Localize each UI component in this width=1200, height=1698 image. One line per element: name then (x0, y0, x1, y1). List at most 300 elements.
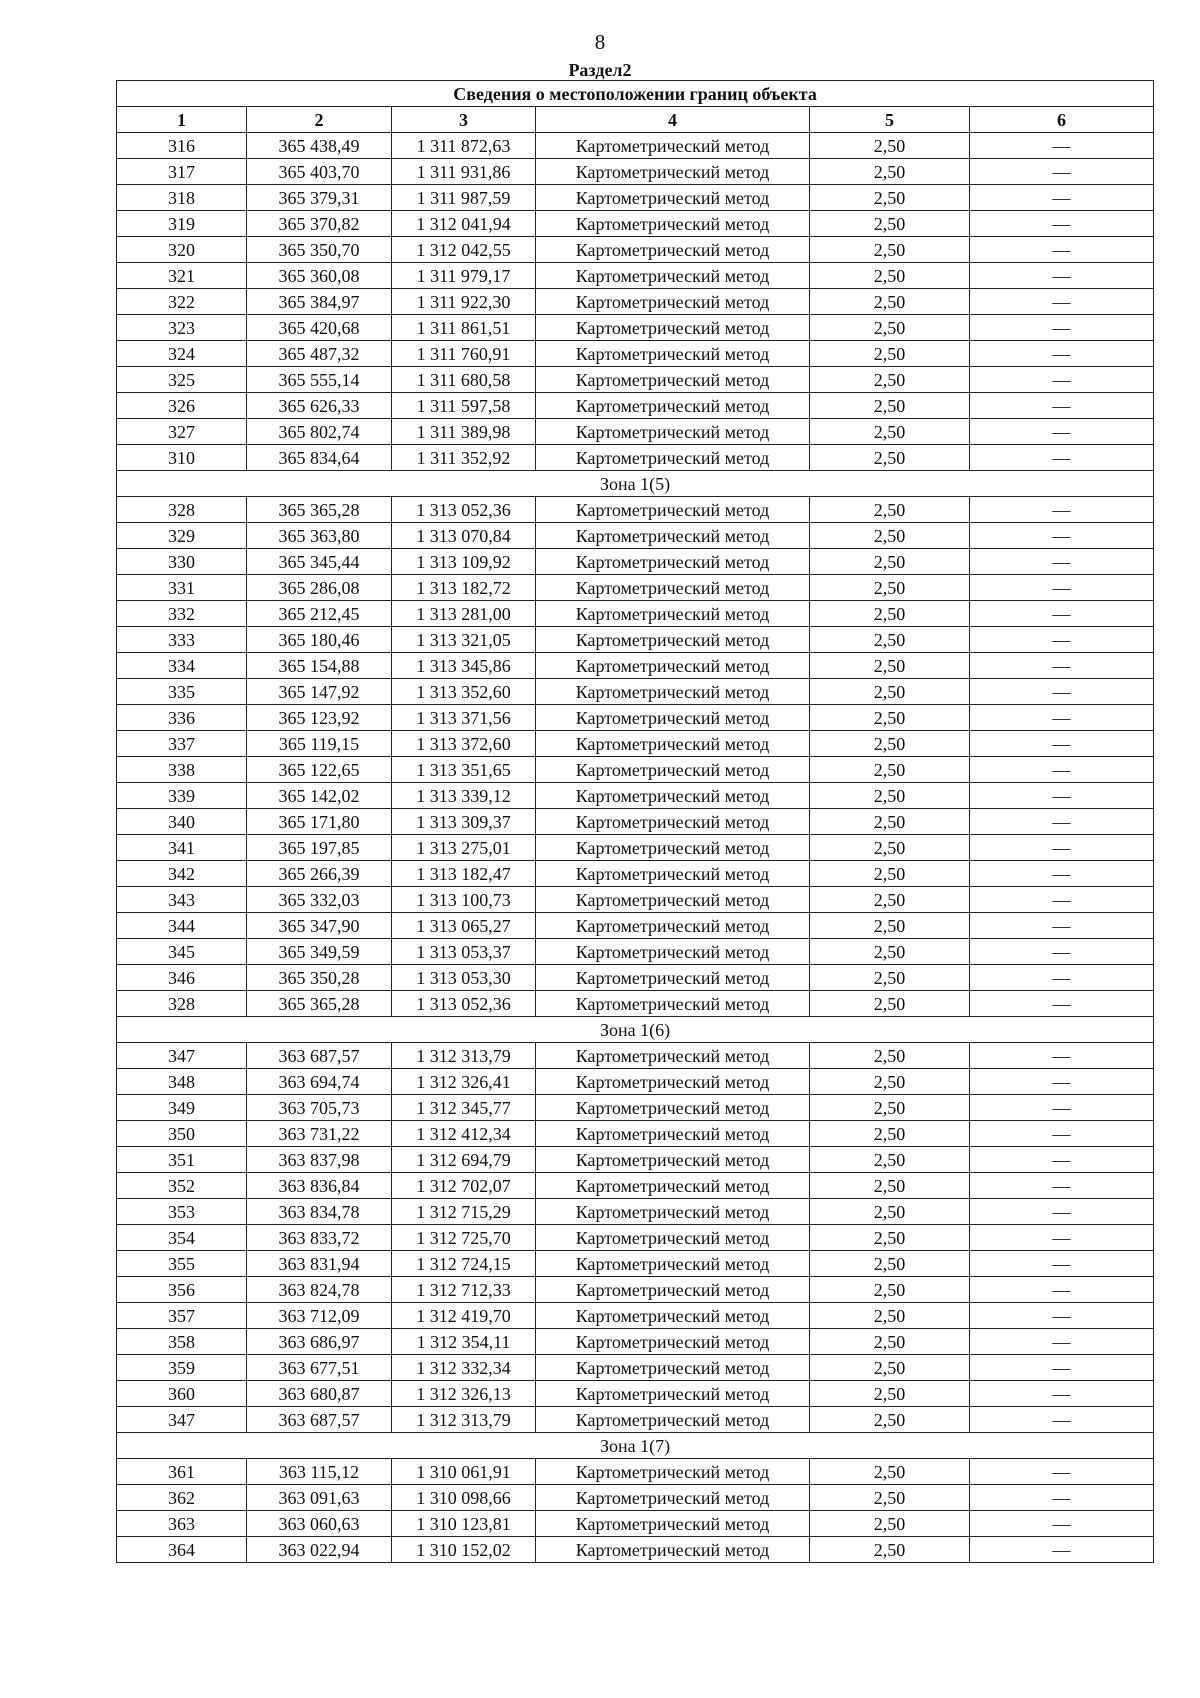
description-cell: — (970, 237, 1154, 263)
point-number-cell: 328 (117, 991, 247, 1017)
accuracy-cell: 2,50 (810, 1329, 970, 1355)
x-coordinate-cell: 363 824,78 (247, 1277, 392, 1303)
y-coordinate-cell: 1 313 100,73 (392, 887, 536, 913)
description-cell: — (970, 1355, 1154, 1381)
table-caption-row (117, 81, 1154, 107)
y-coordinate-cell: 1 312 715,29 (392, 1199, 536, 1225)
method-cell: Картометрический метод (536, 419, 810, 445)
description-cell: — (970, 497, 1154, 523)
method-cell: Картометрический метод (536, 575, 810, 601)
x-coordinate-cell: 365 332,03 (247, 887, 392, 913)
method-cell: Картометрический метод (536, 861, 810, 887)
x-coordinate-cell: 365 350,70 (247, 237, 392, 263)
table-row (117, 523, 1154, 549)
accuracy-cell: 2,50 (810, 549, 970, 575)
table-row (117, 653, 1154, 679)
x-coordinate-cell: 365 365,28 (247, 497, 392, 523)
description-cell: — (970, 1147, 1154, 1173)
description-cell: — (970, 1095, 1154, 1121)
column-header: 2 (247, 107, 392, 133)
method-cell: Картометрический метод (536, 939, 810, 965)
y-coordinate-cell: 1 313 070,84 (392, 523, 536, 549)
accuracy-cell: 2,50 (810, 1303, 970, 1329)
y-coordinate-cell: 1 311 987,59 (392, 185, 536, 211)
point-number-cell: 323 (117, 315, 247, 341)
y-coordinate-cell: 1 312 694,79 (392, 1147, 536, 1173)
table-row (117, 575, 1154, 601)
point-number-cell: 363 (117, 1511, 247, 1537)
accuracy-cell: 2,50 (810, 1511, 970, 1537)
accuracy-cell: 2,50 (810, 1537, 970, 1563)
method-cell: Картометрический метод (536, 705, 810, 731)
description-cell: — (970, 419, 1154, 445)
accuracy-cell: 2,50 (810, 939, 970, 965)
x-coordinate-cell: 363 837,98 (247, 1147, 392, 1173)
method-cell: Картометрический метод (536, 1069, 810, 1095)
x-coordinate-cell: 365 154,88 (247, 653, 392, 679)
y-coordinate-cell: 1 313 371,56 (392, 705, 536, 731)
method-cell: Картометрический метод (536, 315, 810, 341)
y-coordinate-cell: 1 313 321,05 (392, 627, 536, 653)
method-cell: Картометрический метод (536, 1225, 810, 1251)
description-cell: — (970, 757, 1154, 783)
method-cell: Картометрический метод (536, 991, 810, 1017)
table-row (117, 341, 1154, 367)
method-cell: Картометрический метод (536, 1121, 810, 1147)
table-row (117, 1121, 1154, 1147)
x-coordinate-cell: 363 836,84 (247, 1173, 392, 1199)
description-cell: — (970, 367, 1154, 393)
description-cell: — (970, 575, 1154, 601)
table-row (117, 263, 1154, 289)
y-coordinate-cell: 1 312 326,13 (392, 1381, 536, 1407)
table-row (117, 783, 1154, 809)
accuracy-cell: 2,50 (810, 263, 970, 289)
y-coordinate-cell: 1 312 702,07 (392, 1173, 536, 1199)
point-number-cell: 333 (117, 627, 247, 653)
y-coordinate-cell: 1 313 109,92 (392, 549, 536, 575)
y-coordinate-cell: 1 313 053,30 (392, 965, 536, 991)
y-coordinate-cell: 1 311 979,17 (392, 263, 536, 289)
table-row (117, 965, 1154, 991)
description-cell: — (970, 939, 1154, 965)
accuracy-cell: 2,50 (810, 809, 970, 835)
point-number-cell: 324 (117, 341, 247, 367)
zone-label: Зона 1(5) (117, 471, 1154, 497)
accuracy-cell: 2,50 (810, 289, 970, 315)
table-row (117, 861, 1154, 887)
point-number-cell: 317 (117, 159, 247, 185)
table-row (117, 1095, 1154, 1121)
point-number-cell: 340 (117, 809, 247, 835)
table-row (117, 185, 1154, 211)
table-row (117, 133, 1154, 159)
y-coordinate-cell: 1 311 352,92 (392, 445, 536, 471)
y-coordinate-cell: 1 311 680,58 (392, 367, 536, 393)
table-row (117, 679, 1154, 705)
point-number-cell: 330 (117, 549, 247, 575)
x-coordinate-cell: 365 487,32 (247, 341, 392, 367)
table-row (117, 991, 1154, 1017)
y-coordinate-cell: 1 312 725,70 (392, 1225, 536, 1251)
point-number-cell: 364 (117, 1537, 247, 1563)
table-row (117, 705, 1154, 731)
table-row (117, 1043, 1154, 1069)
method-cell: Картометрический метод (536, 1043, 810, 1069)
description-cell: — (970, 1303, 1154, 1329)
x-coordinate-cell: 365 197,85 (247, 835, 392, 861)
description-cell: — (970, 783, 1154, 809)
accuracy-cell: 2,50 (810, 731, 970, 757)
method-cell: Картометрический метод (536, 133, 810, 159)
x-coordinate-cell: 365 180,46 (247, 627, 392, 653)
accuracy-cell: 2,50 (810, 601, 970, 627)
method-cell: Картометрический метод (536, 627, 810, 653)
table-row (117, 367, 1154, 393)
y-coordinate-cell: 1 313 053,37 (392, 939, 536, 965)
accuracy-cell: 2,50 (810, 393, 970, 419)
accuracy-cell: 2,50 (810, 1069, 970, 1095)
column-header: 4 (536, 107, 810, 133)
table-row (117, 393, 1154, 419)
table-row (117, 445, 1154, 471)
y-coordinate-cell: 1 310 098,66 (392, 1485, 536, 1511)
accuracy-cell: 2,50 (810, 315, 970, 341)
description-cell: — (970, 861, 1154, 887)
y-coordinate-cell: 1 310 152,02 (392, 1537, 536, 1563)
y-coordinate-cell: 1 311 872,63 (392, 133, 536, 159)
accuracy-cell: 2,50 (810, 1459, 970, 1485)
table-row (117, 1355, 1154, 1381)
y-coordinate-cell: 1 312 419,70 (392, 1303, 536, 1329)
point-number-cell: 335 (117, 679, 247, 705)
zone-label: Зона 1(6) (117, 1017, 1154, 1043)
x-coordinate-cell: 363 831,94 (247, 1251, 392, 1277)
table-row (117, 549, 1154, 575)
zone-row (117, 1017, 1154, 1043)
y-coordinate-cell: 1 312 712,33 (392, 1277, 536, 1303)
method-cell: Картометрический метод (536, 497, 810, 523)
y-coordinate-cell: 1 312 724,15 (392, 1251, 536, 1277)
point-number-cell: 347 (117, 1407, 247, 1433)
point-number-cell: 345 (117, 939, 247, 965)
description-cell: — (970, 289, 1154, 315)
description-cell: — (970, 1225, 1154, 1251)
point-number-cell: 354 (117, 1225, 247, 1251)
description-cell: — (970, 835, 1154, 861)
point-number-cell: 329 (117, 523, 247, 549)
x-coordinate-cell: 365 365,28 (247, 991, 392, 1017)
method-cell: Картометрический метод (536, 289, 810, 315)
method-cell: Картометрический метод (536, 1199, 810, 1225)
x-coordinate-cell: 363 677,51 (247, 1355, 392, 1381)
method-cell: Картометрический метод (536, 913, 810, 939)
method-cell: Картометрический метод (536, 679, 810, 705)
method-cell: Картометрический метод (536, 367, 810, 393)
x-coordinate-cell: 365 438,49 (247, 133, 392, 159)
x-coordinate-cell: 365 555,14 (247, 367, 392, 393)
accuracy-cell: 2,50 (810, 159, 970, 185)
method-cell: Картометрический метод (536, 523, 810, 549)
accuracy-cell: 2,50 (810, 237, 970, 263)
table-row (117, 497, 1154, 523)
method-cell: Картометрический метод (536, 809, 810, 835)
point-number-cell: 316 (117, 133, 247, 159)
x-coordinate-cell: 365 266,39 (247, 861, 392, 887)
y-coordinate-cell: 1 312 345,77 (392, 1095, 536, 1121)
x-coordinate-cell: 363 686,97 (247, 1329, 392, 1355)
description-cell: — (970, 809, 1154, 835)
description-cell: — (970, 1511, 1154, 1537)
y-coordinate-cell: 1 313 052,36 (392, 991, 536, 1017)
method-cell: Картометрический метод (536, 1173, 810, 1199)
table-row (117, 939, 1154, 965)
description-cell: — (970, 341, 1154, 367)
description-cell: — (970, 679, 1154, 705)
table-row (117, 1251, 1154, 1277)
x-coordinate-cell: 365 171,80 (247, 809, 392, 835)
method-cell: Картометрический метод (536, 1511, 810, 1537)
point-number-cell: 361 (117, 1459, 247, 1485)
method-cell: Картометрический метод (536, 211, 810, 237)
x-coordinate-cell: 365 363,80 (247, 523, 392, 549)
point-number-cell: 318 (117, 185, 247, 211)
method-cell: Картометрический метод (536, 549, 810, 575)
description-cell: — (970, 1381, 1154, 1407)
table-row (117, 237, 1154, 263)
method-cell: Картометрический метод (536, 445, 810, 471)
y-coordinate-cell: 1 313 309,37 (392, 809, 536, 835)
method-cell: Картометрический метод (536, 159, 810, 185)
y-coordinate-cell: 1 312 041,94 (392, 211, 536, 237)
y-coordinate-cell: 1 310 123,81 (392, 1511, 536, 1537)
table-row (117, 159, 1154, 185)
description-cell: — (970, 731, 1154, 757)
x-coordinate-cell: 363 834,78 (247, 1199, 392, 1225)
accuracy-cell: 2,50 (810, 1251, 970, 1277)
point-number-cell: 322 (117, 289, 247, 315)
y-coordinate-cell: 1 312 326,41 (392, 1069, 536, 1095)
y-coordinate-cell: 1 312 042,55 (392, 237, 536, 263)
y-coordinate-cell: 1 313 182,47 (392, 861, 536, 887)
accuracy-cell: 2,50 (810, 835, 970, 861)
method-cell: Картометрический метод (536, 393, 810, 419)
y-coordinate-cell: 1 311 861,51 (392, 315, 536, 341)
accuracy-cell: 2,50 (810, 367, 970, 393)
point-number-cell: 339 (117, 783, 247, 809)
point-number-cell: 334 (117, 653, 247, 679)
table-row (117, 1173, 1154, 1199)
x-coordinate-cell: 365 286,08 (247, 575, 392, 601)
point-number-cell: 319 (117, 211, 247, 237)
table-row (117, 913, 1154, 939)
zone-label: Зона 1(7) (117, 1433, 1154, 1459)
method-cell: Картометрический метод (536, 1407, 810, 1433)
y-coordinate-cell: 1 311 922,30 (392, 289, 536, 315)
description-cell: — (970, 549, 1154, 575)
x-coordinate-cell: 365 384,97 (247, 289, 392, 315)
accuracy-cell: 2,50 (810, 445, 970, 471)
point-number-cell: 327 (117, 419, 247, 445)
table-row (117, 1459, 1154, 1485)
method-cell: Картометрический метод (536, 1459, 810, 1485)
table-row (117, 1407, 1154, 1433)
method-cell: Картометрический метод (536, 1147, 810, 1173)
point-number-cell: 343 (117, 887, 247, 913)
point-number-cell: 337 (117, 731, 247, 757)
description-cell: — (970, 1485, 1154, 1511)
column-header: 5 (810, 107, 970, 133)
description-cell: — (970, 653, 1154, 679)
y-coordinate-cell: 1 310 061,91 (392, 1459, 536, 1485)
y-coordinate-cell: 1 313 182,72 (392, 575, 536, 601)
accuracy-cell: 2,50 (810, 1225, 970, 1251)
accuracy-cell: 2,50 (810, 523, 970, 549)
x-coordinate-cell: 363 687,57 (247, 1043, 392, 1069)
table-row (117, 601, 1154, 627)
method-cell: Картометрический метод (536, 1251, 810, 1277)
method-cell: Картометрический метод (536, 1329, 810, 1355)
y-coordinate-cell: 1 312 313,79 (392, 1043, 536, 1069)
x-coordinate-cell: 363 091,63 (247, 1485, 392, 1511)
y-coordinate-cell: 1 313 065,27 (392, 913, 536, 939)
accuracy-cell: 2,50 (810, 1277, 970, 1303)
method-cell: Картометрический метод (536, 1277, 810, 1303)
description-cell: — (970, 627, 1154, 653)
table-row (117, 1303, 1154, 1329)
point-number-cell: 332 (117, 601, 247, 627)
y-coordinate-cell: 1 311 597,58 (392, 393, 536, 419)
point-number-cell: 360 (117, 1381, 247, 1407)
method-cell: Картометрический метод (536, 185, 810, 211)
accuracy-cell: 2,50 (810, 211, 970, 237)
x-coordinate-cell: 363 022,94 (247, 1537, 392, 1563)
description-cell: — (970, 445, 1154, 471)
table-row (117, 1147, 1154, 1173)
description-cell: — (970, 1043, 1154, 1069)
x-coordinate-cell: 365 142,02 (247, 783, 392, 809)
y-coordinate-cell: 1 312 412,34 (392, 1121, 536, 1147)
table-row (117, 627, 1154, 653)
point-number-cell: 353 (117, 1199, 247, 1225)
point-number-cell: 346 (117, 965, 247, 991)
point-number-cell: 325 (117, 367, 247, 393)
y-coordinate-cell: 1 313 352,60 (392, 679, 536, 705)
section-title: Раздел2 (568, 60, 632, 80)
accuracy-cell: 2,50 (810, 1407, 970, 1433)
accuracy-cell: 2,50 (810, 1095, 970, 1121)
point-number-cell: 352 (117, 1173, 247, 1199)
point-number-cell: 351 (117, 1147, 247, 1173)
accuracy-cell: 2,50 (810, 991, 970, 1017)
table-row (117, 419, 1154, 445)
table-row (117, 1537, 1154, 1563)
accuracy-cell: 2,50 (810, 705, 970, 731)
table-row (117, 1225, 1154, 1251)
x-coordinate-cell: 365 349,59 (247, 939, 392, 965)
point-number-cell: 328 (117, 497, 247, 523)
method-cell: Картометрический метод (536, 835, 810, 861)
accuracy-cell: 2,50 (810, 965, 970, 991)
accuracy-cell: 2,50 (810, 913, 970, 939)
description-cell: — (970, 211, 1154, 237)
description-cell: — (970, 991, 1154, 1017)
point-number-cell: 341 (117, 835, 247, 861)
method-cell: Картометрический метод (536, 1355, 810, 1381)
y-coordinate-cell: 1 313 052,36 (392, 497, 536, 523)
method-cell: Картометрический метод (536, 757, 810, 783)
table-row (117, 315, 1154, 341)
x-coordinate-cell: 365 122,65 (247, 757, 392, 783)
description-cell: — (970, 1251, 1154, 1277)
accuracy-cell: 2,50 (810, 783, 970, 809)
x-coordinate-cell: 363 680,87 (247, 1381, 392, 1407)
table-header-row (117, 107, 1154, 133)
x-coordinate-cell: 365 370,82 (247, 211, 392, 237)
column-header: 1 (117, 107, 247, 133)
method-cell: Картометрический метод (536, 731, 810, 757)
zone-row (117, 1433, 1154, 1459)
description-cell: — (970, 1407, 1154, 1433)
method-cell: Картометрический метод (536, 263, 810, 289)
x-coordinate-cell: 365 802,74 (247, 419, 392, 445)
accuracy-cell: 2,50 (810, 1147, 970, 1173)
table-row (117, 887, 1154, 913)
description-cell: — (970, 185, 1154, 211)
point-number-cell: 347 (117, 1043, 247, 1069)
method-cell: Картометрический метод (536, 601, 810, 627)
accuracy-cell: 2,50 (810, 653, 970, 679)
table-row (117, 809, 1154, 835)
point-number-cell: 348 (117, 1069, 247, 1095)
y-coordinate-cell: 1 313 281,00 (392, 601, 536, 627)
point-number-cell: 357 (117, 1303, 247, 1329)
point-number-cell: 338 (117, 757, 247, 783)
x-coordinate-cell: 363 687,57 (247, 1407, 392, 1433)
description-cell: — (970, 315, 1154, 341)
accuracy-cell: 2,50 (810, 185, 970, 211)
accuracy-cell: 2,50 (810, 497, 970, 523)
y-coordinate-cell: 1 311 389,98 (392, 419, 536, 445)
table-row (117, 731, 1154, 757)
description-cell: — (970, 159, 1154, 185)
description-cell: — (970, 133, 1154, 159)
description-cell: — (970, 1459, 1154, 1485)
x-coordinate-cell: 363 705,73 (247, 1095, 392, 1121)
y-coordinate-cell: 1 313 275,01 (392, 835, 536, 861)
x-coordinate-cell: 365 345,44 (247, 549, 392, 575)
zone-row (117, 471, 1154, 497)
accuracy-cell: 2,50 (810, 679, 970, 705)
table-row (117, 835, 1154, 861)
description-cell: — (970, 1199, 1154, 1225)
point-number-cell: 320 (117, 237, 247, 263)
table-row (117, 1485, 1154, 1511)
page-number: 8 (594, 30, 606, 54)
x-coordinate-cell: 363 712,09 (247, 1303, 392, 1329)
accuracy-cell: 2,50 (810, 1121, 970, 1147)
column-header: 3 (392, 107, 536, 133)
table-row (117, 757, 1154, 783)
method-cell: Картометрический метод (536, 341, 810, 367)
description-cell: — (970, 601, 1154, 627)
accuracy-cell: 2,50 (810, 887, 970, 913)
point-number-cell: 342 (117, 861, 247, 887)
point-number-cell: 336 (117, 705, 247, 731)
description-cell: — (970, 1121, 1154, 1147)
y-coordinate-cell: 1 313 372,60 (392, 731, 536, 757)
point-number-cell: 349 (117, 1095, 247, 1121)
